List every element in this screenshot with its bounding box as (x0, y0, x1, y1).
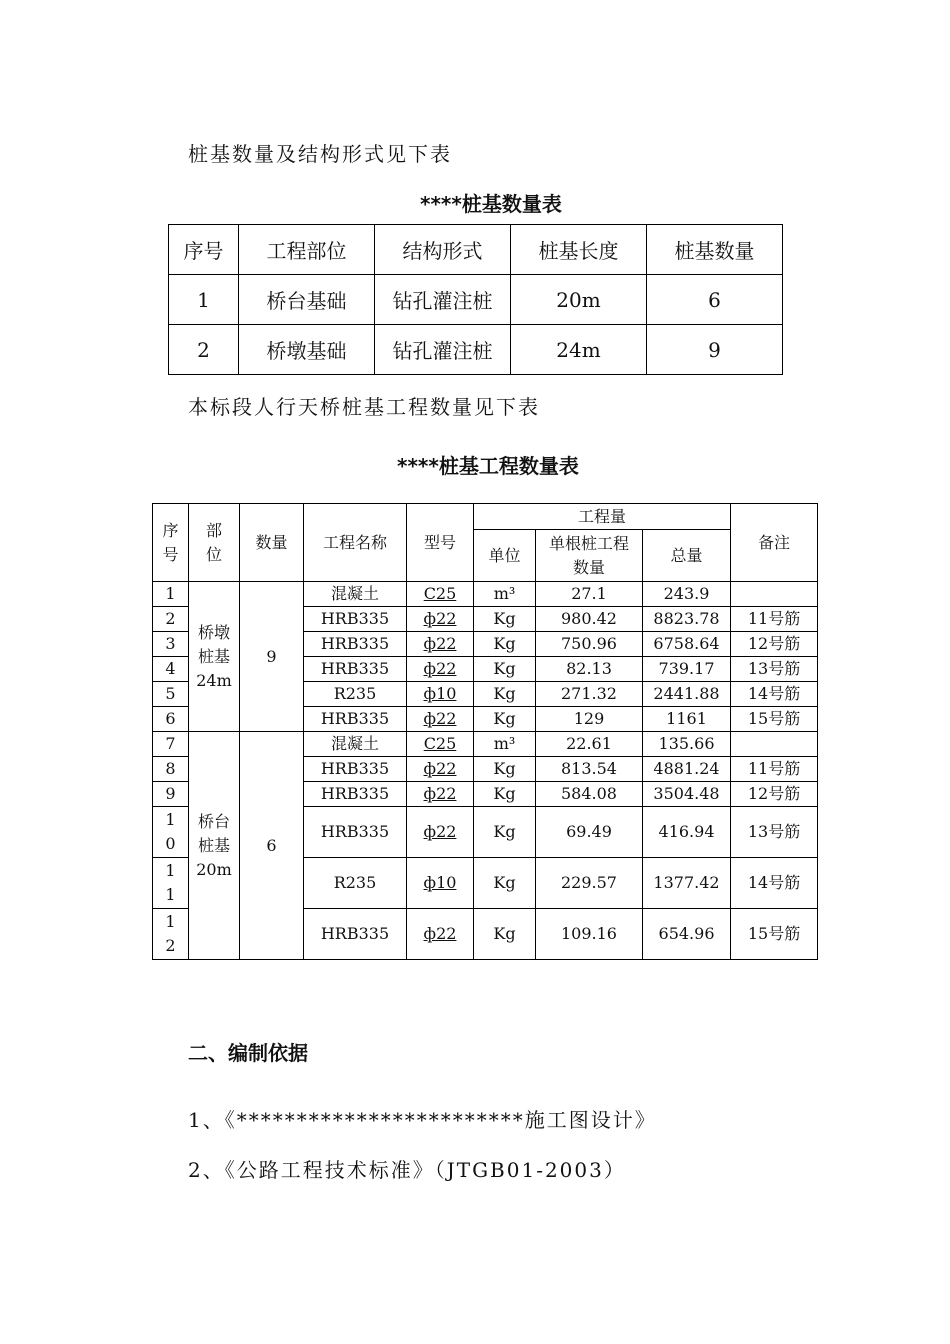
seq-cell: 12 (153, 909, 189, 960)
total-cell: 243.9 (643, 582, 731, 607)
part-cell: 桥台桩基20m (189, 732, 240, 960)
model-cell: C25 (407, 732, 474, 757)
model-cell: C25 (407, 582, 474, 607)
model-cell: ф22 (407, 707, 474, 732)
header-seq: 序号 (153, 504, 189, 582)
note-cell (731, 582, 818, 607)
single-cell: 813.54 (536, 757, 643, 782)
intro-text-1: 桩基数量及结构形式见下表 (188, 142, 452, 166)
table1-header-cell: 工程部位 (239, 225, 375, 275)
table-cell: 20m (511, 275, 647, 325)
note-cell: 15号筋 (731, 909, 818, 960)
header-model: 型号 (407, 504, 474, 582)
name-cell: HRB335 (304, 807, 407, 858)
unit-cell: Kg (474, 682, 536, 707)
intro-text-2: 本标段人行天桥桩基工程数量见下表 (188, 395, 540, 419)
seq-cell: 3 (153, 632, 189, 657)
pile-quantity-table (152, 503, 818, 960)
seq-cell: 8 (153, 757, 189, 782)
total-cell: 6758.64 (643, 632, 731, 657)
basis-item-2: 2、《公路工程技术标准》（JTGB01-2003） (188, 1158, 626, 1182)
seq-cell: 11 (153, 858, 189, 909)
single-cell: 109.16 (536, 909, 643, 960)
note-cell: 14号筋 (731, 858, 818, 909)
name-cell: HRB335 (304, 607, 407, 632)
seq-cell: 10 (153, 807, 189, 858)
table-cell: 桥台基础 (239, 275, 375, 325)
note-cell: 14号筋 (731, 682, 818, 707)
single-cell: 69.49 (536, 807, 643, 858)
total-cell: 654.96 (643, 909, 731, 960)
model-cell: ф22 (407, 757, 474, 782)
table1-title: ****桩基数量表 (420, 192, 562, 216)
table1-header-row (169, 225, 783, 275)
unit-cell: m³ (474, 582, 536, 607)
table1-header-cell: 桩基数量 (647, 225, 783, 275)
seq-cell: 1 (153, 582, 189, 607)
unit-cell: m³ (474, 732, 536, 757)
pile-count-table (168, 224, 783, 375)
table1-header-cell: 结构形式 (375, 225, 511, 275)
table-cell: 24m (511, 325, 647, 375)
name-cell: 混凝土 (304, 732, 407, 757)
note-cell: 12号筋 (731, 782, 818, 807)
qty-cell: 9 (240, 582, 304, 732)
unit-cell: Kg (474, 607, 536, 632)
table-cell: 6 (647, 275, 783, 325)
unit-cell: Kg (474, 657, 536, 682)
unit-cell: Kg (474, 909, 536, 960)
single-cell: 271.32 (536, 682, 643, 707)
header-unit: 单位 (474, 530, 536, 582)
single-cell: 980.42 (536, 607, 643, 632)
total-cell: 135.66 (643, 732, 731, 757)
qty-cell: 6 (240, 732, 304, 960)
table-row (153, 582, 818, 607)
name-cell: HRB335 (304, 909, 407, 960)
total-cell: 2441.88 (643, 682, 731, 707)
model-cell: ф10 (407, 858, 474, 909)
note-cell: 12号筋 (731, 632, 818, 657)
seq-cell: 7 (153, 732, 189, 757)
unit-cell: Kg (474, 782, 536, 807)
table-row (169, 275, 783, 325)
name-cell: HRB335 (304, 632, 407, 657)
note-cell: 13号筋 (731, 807, 818, 858)
model-cell: ф22 (407, 607, 474, 632)
name-cell: HRB335 (304, 757, 407, 782)
name-cell: 混凝土 (304, 582, 407, 607)
table-cell: 桥墩基础 (239, 325, 375, 375)
model-cell: ф22 (407, 807, 474, 858)
single-cell: 750.96 (536, 632, 643, 657)
model-cell: ф22 (407, 782, 474, 807)
note-cell: 13号筋 (731, 657, 818, 682)
table-cell: 钻孔灌注桩 (375, 275, 511, 325)
note-cell: 11号筋 (731, 757, 818, 782)
name-cell: HRB335 (304, 657, 407, 682)
single-cell: 22.61 (536, 732, 643, 757)
note-cell: 11号筋 (731, 607, 818, 632)
header-note: 备注 (731, 504, 818, 582)
model-cell: ф22 (407, 909, 474, 960)
header-name: 工程名称 (304, 504, 407, 582)
single-cell: 27.1 (536, 582, 643, 607)
model-cell: ф22 (407, 632, 474, 657)
table-cell: 2 (169, 325, 239, 375)
table1-header-cell: 桩基长度 (511, 225, 647, 275)
total-cell: 3504.48 (643, 782, 731, 807)
header-quantity-group: 工程量 (474, 504, 731, 530)
header-qty: 数量 (240, 504, 304, 582)
basis-item-1: 1、《************************施工图设计》 (188, 1108, 657, 1132)
unit-cell: Kg (474, 807, 536, 858)
model-cell: ф22 (407, 657, 474, 682)
header-part: 部位 (189, 504, 240, 582)
header-total: 总量 (643, 530, 731, 582)
part-cell: 桥墩桩基24m (189, 582, 240, 732)
section-heading: 二、编制依据 (188, 1041, 308, 1065)
seq-cell: 5 (153, 682, 189, 707)
header-single: 单根桩工程数量 (536, 530, 643, 582)
model-cell: ф10 (407, 682, 474, 707)
note-cell (731, 732, 818, 757)
total-cell: 4881.24 (643, 757, 731, 782)
table2-header-row (153, 504, 818, 530)
table-cell: 1 (169, 275, 239, 325)
total-cell: 1377.42 (643, 858, 731, 909)
unit-cell: Kg (474, 858, 536, 909)
name-cell: HRB335 (304, 707, 407, 732)
total-cell: 739.17 (643, 657, 731, 682)
single-cell: 82.13 (536, 657, 643, 682)
table1-header-cell: 序号 (169, 225, 239, 275)
unit-cell: Kg (474, 632, 536, 657)
total-cell: 1161 (643, 707, 731, 732)
note-cell: 15号筋 (731, 707, 818, 732)
seq-cell: 2 (153, 607, 189, 632)
unit-cell: Kg (474, 707, 536, 732)
name-cell: HRB335 (304, 782, 407, 807)
table-row (169, 325, 783, 375)
unit-cell: Kg (474, 757, 536, 782)
table-cell: 9 (647, 325, 783, 375)
seq-cell: 9 (153, 782, 189, 807)
name-cell: R235 (304, 858, 407, 909)
total-cell: 416.94 (643, 807, 731, 858)
single-cell: 129 (536, 707, 643, 732)
single-cell: 229.57 (536, 858, 643, 909)
table2-title: ****桩基工程数量表 (397, 454, 579, 478)
seq-cell: 4 (153, 657, 189, 682)
name-cell: R235 (304, 682, 407, 707)
table-cell: 钻孔灌注桩 (375, 325, 511, 375)
total-cell: 8823.78 (643, 607, 731, 632)
table-row (153, 732, 818, 757)
single-cell: 584.08 (536, 782, 643, 807)
seq-cell: 6 (153, 707, 189, 732)
